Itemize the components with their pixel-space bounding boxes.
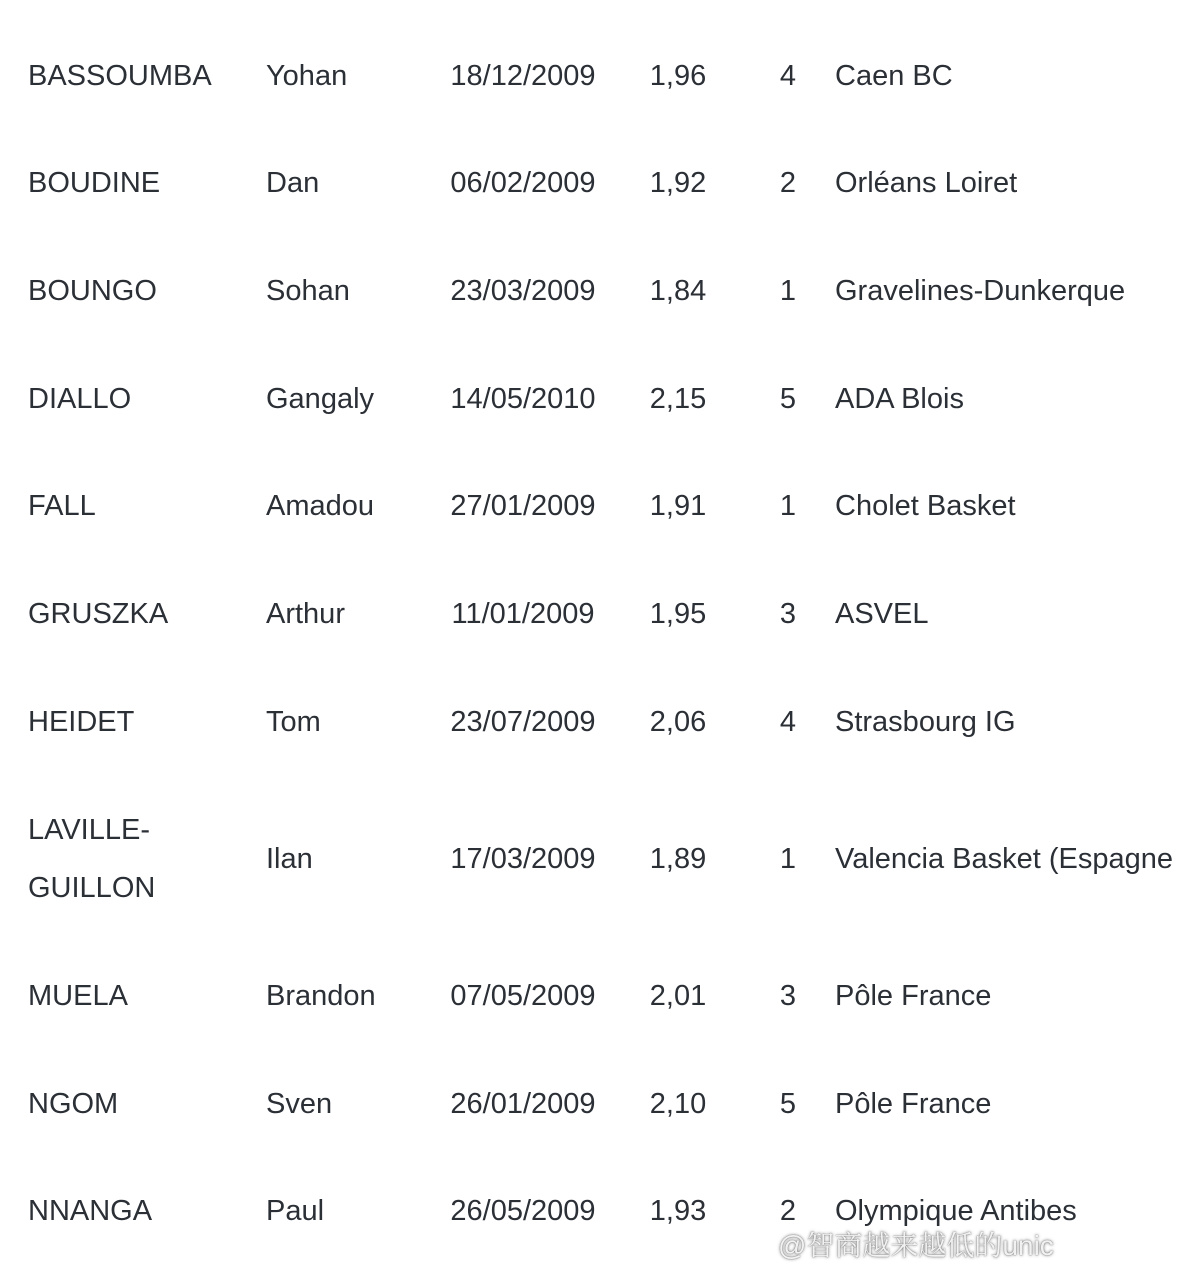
first-name: Sohan [266,275,350,307]
position: 3 [779,980,797,1012]
last-name: NGOM [28,1088,119,1120]
weibo-logo-icon [730,1231,774,1265]
height: 1,93 [649,1195,707,1227]
last-name: BASSOUMBA [28,60,212,92]
first-name: Yohan [266,60,348,92]
table-row [0,56,1179,96]
table-row [0,594,1179,634]
height: 2,01 [649,980,707,1012]
height: 1,84 [649,275,707,307]
last-name: GRUSZKA [28,598,169,630]
birth-date: 26/05/2009 [450,1195,596,1227]
birth-date: 17/03/2009 [450,843,596,875]
position: 4 [779,706,797,738]
height: 2,06 [649,706,707,738]
height: 2,10 [649,1088,707,1120]
table-row [0,702,1179,742]
position: 1 [779,490,797,522]
birth-date: 27/01/2009 [450,490,596,522]
first-name: Amadou [266,490,375,522]
height: 1,89 [649,843,707,875]
club: Olympique Antibes [835,1195,1077,1227]
birth-date: 26/01/2009 [450,1088,596,1120]
first-name: Paul [266,1195,325,1227]
table-row [0,976,1179,1016]
position: 5 [779,383,797,415]
birth-date: 11/01/2009 [451,598,595,630]
birth-date: 23/03/2009 [450,275,596,307]
height: 1,95 [649,598,707,630]
last-name: MUELA [28,980,128,1012]
last-name: BOUDINE [28,167,161,199]
position: 1 [779,275,797,307]
last-name: BOUNGO [28,275,157,307]
height: 2,15 [649,383,707,415]
position: 2 [779,167,797,199]
first-name: Arthur [266,598,345,630]
club: Cholet Basket [835,490,1016,522]
birth-date: 07/05/2009 [450,980,596,1012]
club: Caen BC [835,60,953,92]
table-row [0,271,1179,311]
first-name: Tom [266,706,321,738]
club: ADA Blois [835,383,964,415]
club: Pôle France [835,1088,992,1120]
table-row [0,811,1179,907]
table-row [0,1084,1179,1124]
club: ASVEL [835,598,929,630]
position: 1 [779,843,797,875]
last-name-line-2: GUILLON [28,872,156,904]
birth-date: 18/12/2009 [450,60,596,92]
last-name: NNANGA [28,1195,153,1227]
table-row [0,1191,1179,1231]
club: Strasbourg IG [835,706,1016,738]
table-row [0,379,1179,419]
position: 4 [779,60,797,92]
last-name: DIALLO [28,383,132,415]
first-name: Brandon [266,980,376,1012]
last-name: HEIDET [28,706,135,738]
last-name: FALL [28,490,96,522]
first-name: Sven [266,1088,333,1120]
table-row [0,486,1179,526]
birth-date: 06/02/2009 [450,167,596,199]
club: Gravelines-Dunkerque [835,275,1126,307]
club: Orléans Loiret [835,167,1018,199]
position: 2 [779,1195,797,1227]
first-name: Gangaly [266,383,375,415]
watermark-text: @智商越来越低的unic [778,1230,1054,1261]
birth-date: 14/05/2010 [450,383,596,415]
club: Valencia Basket (Espagne [835,843,1174,875]
last-name-line-1: LAVILLE- [28,814,150,846]
height: 1,96 [649,60,707,92]
club: Pôle France [835,980,992,1012]
height: 1,92 [649,167,707,199]
height: 1,91 [649,490,707,522]
weibo-watermark [730,1226,1179,1266]
first-name: Ilan [266,843,313,875]
first-name: Dan [266,167,320,199]
position: 5 [779,1088,797,1120]
birth-date: 23/07/2009 [450,706,596,738]
table-row [0,163,1179,203]
last-name [28,801,156,904]
position: 3 [779,598,797,630]
